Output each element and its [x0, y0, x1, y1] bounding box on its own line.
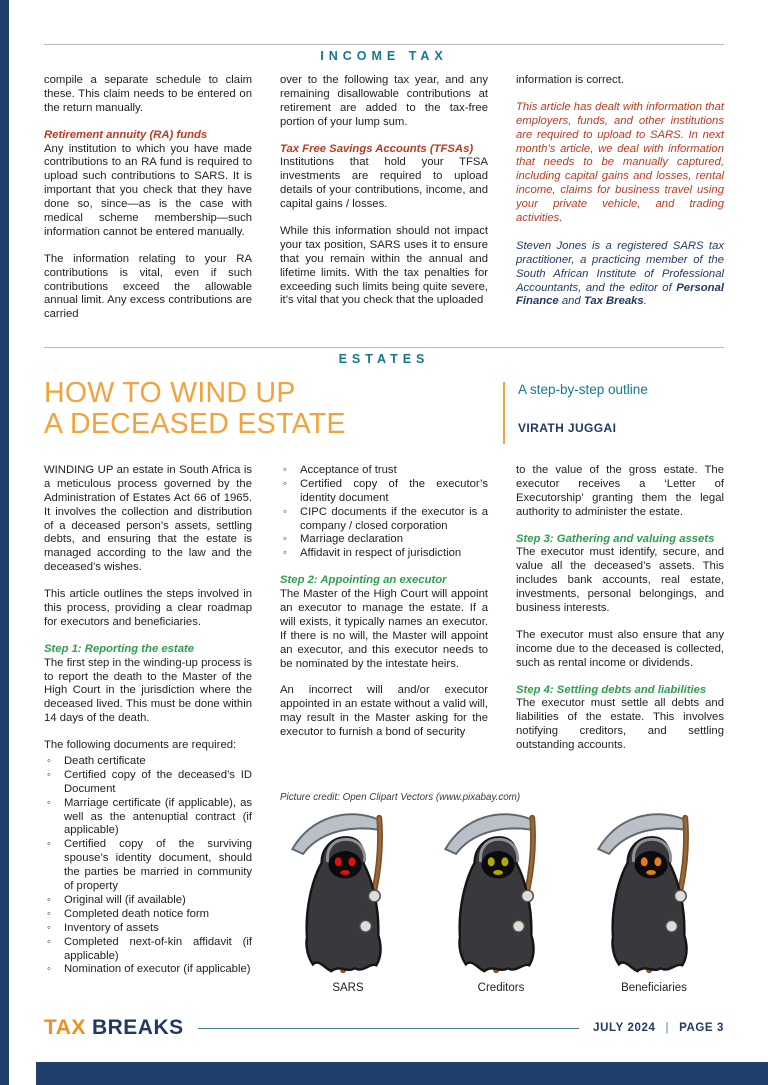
paragraph: The executor must also ensure that any income due to the deceased is collected, such as rental income or dividends.: [516, 628, 724, 669]
list-item: [44, 769, 252, 797]
required-documents-list-continued: [280, 464, 488, 561]
list-item-text: Acceptance of trust: [300, 464, 397, 476]
author-name: VIRATH JUGGAI: [518, 421, 617, 435]
grim-reaper-illustration: [435, 810, 567, 978]
list-item-text: Marriage certificate (if applicable), as well as the antenuptial contract (if applicable): [64, 796, 252, 837]
step1-heading: Step 1: Reporting the estate: [44, 642, 195, 655]
income-tax-columns: [44, 74, 724, 335]
step2-heading: Step 2: Appointing an executor: [280, 574, 447, 587]
list-item: [280, 506, 488, 534]
list-item: [280, 547, 488, 561]
headline-line-2: A DECEASED ESTATE: [44, 408, 346, 441]
reaper-hand: [369, 890, 381, 902]
bullet-marker: ◦: [47, 935, 51, 948]
bullet-marker: ◦: [47, 907, 51, 920]
list-item: [44, 963, 252, 977]
article-headline: [44, 378, 346, 441]
section-rule: [44, 347, 724, 348]
list-item-text: Completed death notice form: [64, 907, 210, 920]
bullet-marker: ◦: [47, 963, 51, 976]
step3-heading: Step 3: Gathering and valuing assets: [516, 532, 715, 545]
paragraph: Institutions that hold your TFSA investments are required to upload details of your contributions, income, and capital gains / losses.: [280, 156, 488, 211]
list-item-text: Certified copy of the deceased’s ID Document: [64, 768, 252, 795]
left-edge-bar: [0, 0, 9, 1085]
list-item-text: Nomination of executor (if applicable): [64, 963, 251, 976]
paragraph: An incorrect will and/or executor appointed in an estate without a valid will, may result in the Master asking for the executor to furnish a bond of security: [280, 684, 488, 739]
paragraph: to the value of the gross estate. The executor receives a ‘Letter of Executorship’ granting them the legal authority to administer the estate.: [516, 464, 724, 518]
list-item-text: Marriage declaration: [300, 533, 403, 546]
reaper-hand: [522, 890, 534, 902]
list-item: [280, 464, 488, 478]
bullet-marker: ◦: [47, 768, 51, 781]
paragraph: While this information should not impact your tax position, SARS uses it to ensure that you remain within the annual and lifetime limits. With the tax penalties for exceeding such limits being quite severe, it’s vital that you check that the uploaded: [280, 225, 488, 307]
bio-text: and: [558, 295, 584, 308]
required-documents-list: [44, 755, 252, 977]
section-title-income-tax: INCOME TAX: [320, 49, 448, 63]
paragraph: The executor must identify, secure, and value all the deceased’s assets. This includes bank accounts, real estate, investments, personal belongings, and business interests.: [516, 546, 724, 615]
list-item-text: Inventory of assets: [64, 921, 159, 934]
figure-creditors: [431, 810, 571, 994]
paragraph: over to the following tax year, and any remaining disallowable contributions at retirement are added to the tax-free portion of your lump sum.: [280, 74, 488, 128]
bullet-marker: ◦: [47, 893, 51, 906]
grim-reaper-illustration: [588, 810, 720, 978]
reaper-hand: [513, 920, 525, 932]
section-rule: [44, 44, 724, 45]
paragraph: WINDING UP an estate in South Africa is a meticulous process governed by the Administration of Estates Act 66 of 1965. It involves the collection and distribution of a deceased person’s assets, settling debts, and ensuring that the estate is managed according to the law and the deceased’s wishes.: [44, 464, 252, 574]
list-item-text: Certified copy of the surviving spouse’s identity document, should the parties be married in community of property: [64, 838, 252, 893]
figure-label: Beneficiaries: [621, 982, 687, 994]
list-item: [44, 894, 252, 908]
bullet-marker: ◦: [283, 505, 287, 518]
paragraph: The following documents are required:: [44, 739, 237, 752]
paragraph: Any institution to which you have made contributions to an RA fund is required to upload such contributions to SARS. It is important that you check that they have done so, since—as is the case with medical scheme membership—such information cannot be entered manually.: [44, 142, 252, 238]
article-subtitle: A step-by-step outline: [518, 382, 648, 397]
page-number: PAGE 3: [679, 1022, 724, 1034]
bullet-marker: ◦: [283, 547, 287, 560]
subheading-tfsas: Tax Free Savings Accounts (TFSAs): [280, 142, 474, 155]
footer-rule: [198, 1028, 580, 1029]
bullet-marker: ◦: [283, 533, 287, 546]
paragraph: compile a separate schedule to claim these. This claim needs to be entered on the return manually.: [44, 74, 252, 114]
income-column-3: [516, 74, 724, 335]
list-item: [44, 908, 252, 922]
footer: [44, 1016, 724, 1040]
logo-tax: TAX: [44, 1016, 86, 1039]
figure-label: SARS: [332, 982, 364, 994]
subheading-ra-funds: Retirement annuity (RA) funds: [44, 128, 208, 141]
bottom-edge-bar: [36, 1062, 768, 1085]
paragraph: This article outlines the steps involved in this process, providing a clear roadmap for executors and beneficiaries.: [44, 588, 252, 628]
list-item-text: Affidavit in respect of jurisdiction: [300, 547, 462, 560]
reaper-hand: [675, 890, 687, 902]
footer-separator: |: [665, 1022, 670, 1034]
bullet-marker: ◦: [47, 796, 51, 809]
income-column-1: [44, 74, 252, 335]
figure-beneficiaries: [584, 810, 724, 994]
reaper-hand: [666, 920, 678, 932]
figures-row: [278, 810, 724, 994]
section-title-estates: ESTATES: [338, 352, 430, 366]
bullet-marker: ◦: [47, 838, 51, 851]
list-item-text: Certified copy of the executor’s identity document: [300, 477, 488, 504]
reaper-hand: [360, 920, 372, 932]
estates-column-1: [44, 464, 252, 990]
editor-note: This article has dealt with information that employers, funds, and other institutions are required to upload to SARS. In next month’s article, we deal with information that needs to be manually captured, including capital gains and losses, rental income, claims for business travel using your private vehicle, and trading activities.: [516, 100, 724, 225]
list-item-text: Completed next-of-kin affidavit (if applicable): [64, 935, 252, 962]
list-item-text: Original will (if available): [64, 893, 186, 906]
bullet-marker: ◦: [283, 464, 287, 476]
grim-reaper-illustration: [282, 810, 414, 978]
paragraph: The information relating to your RA contributions is vital, even if such contributions exceed the allowable annual limit. Any excess contributions are carried: [44, 252, 252, 321]
bullet-marker: ◦: [283, 477, 287, 490]
list-item: [280, 478, 488, 506]
bio-text: .: [643, 295, 647, 308]
list-item: [44, 922, 252, 936]
bullet-marker: ◦: [47, 755, 51, 768]
list-item: [280, 533, 488, 547]
paragraph: The first step in the winding-up process is to report the death to the Master of the High Court in the jurisdiction where the deceased lived. This must be done within 14 days of the death.: [44, 656, 252, 725]
footer-page-info: [593, 1022, 724, 1034]
list-item: [44, 936, 252, 964]
income-column-2: [280, 74, 488, 335]
figure-label: Creditors: [477, 982, 525, 994]
step4-heading: Step 4: Settling debts and liabilities: [516, 683, 707, 696]
tax-breaks-logo: [44, 1016, 184, 1040]
headline-line-1: HOW TO WIND UP: [44, 377, 296, 409]
paragraph: The executor must settle all debts and liabilities of the estate. This involves notifying creditors, and settling outstanding accounts.: [516, 697, 724, 752]
bio-text: Steven Jones is a registered SARS tax practitioner, a practicing member of the South African Institute of Professional Accountants, and the editor of: [516, 239, 724, 294]
issue-date: JULY 2024: [593, 1022, 656, 1034]
estates-section-header: [44, 347, 724, 366]
paragraph: The Master of the High Court will appoint an executor to manage the estate. If a will exists, it typically names an executor. If there is no will, the Master will appoint an executor, and this executor needs to be nominated by the intestate heirs.: [280, 588, 488, 670]
list-item-text: Death certificate: [64, 755, 146, 768]
paragraph: information is correct.: [516, 74, 624, 86]
list-item-text: CIPC documents if the executor is a company / closed corporation: [300, 505, 488, 532]
list-item: [44, 797, 252, 839]
income-tax-section-header: [44, 44, 724, 63]
picture-credit: Picture credit: Open Clipart Vectors (www.pixabay.com): [280, 792, 521, 803]
figure-sars: [278, 810, 418, 994]
list-item: [44, 838, 252, 894]
bio-publication-1: Personal Finance: [516, 281, 724, 308]
logo-breaks: BREAKS: [91, 1016, 184, 1039]
author-bio: [516, 240, 724, 309]
bullet-marker: ◦: [47, 921, 51, 934]
bio-publication-2: Tax Breaks: [583, 295, 644, 308]
list-item: [44, 755, 252, 769]
byline-block: [503, 382, 648, 444]
